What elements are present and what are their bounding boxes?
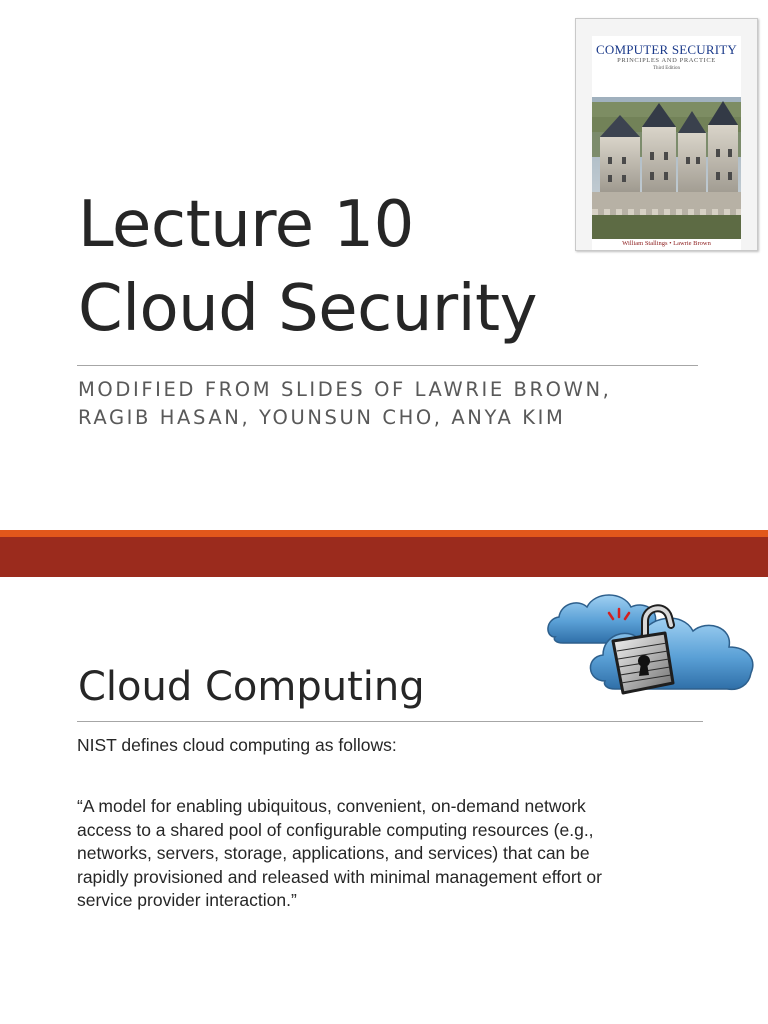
lecture-subtitle [78,376,611,432]
slide-separator-accent [0,530,768,537]
cloud-computing-slide [0,577,768,1024]
cloud-lock-icon [543,585,759,705]
title-divider [77,365,698,366]
quote-line: “A model for enabling ubiquitous, convenient, on-demand network [77,796,586,816]
slide-title: Cloud Computing [78,664,425,710]
slide-separator-band [0,537,768,577]
book-subtitle: PRINCIPLES AND PRACTICE [617,57,716,64]
castle-illustration [592,97,741,239]
book-authors: William Stallings • Lawrie Brown [622,240,711,247]
nist-definition-quote [77,795,602,913]
slide-title-divider [77,721,703,722]
quote-line: rapidly provisioned and released with minimal management effort or [77,866,602,887]
title-line-2: Cloud Security [78,272,537,346]
book-title: COMPUTER SECURITY [596,42,737,57]
lecture-title [78,183,537,351]
nist-intro-text: NIST defines cloud computing as follows: [77,735,397,755]
subtitle-line-2: RAGIB HASAN, YOUNSUN CHO, ANYA KIM [78,406,566,429]
quote-line: networks, servers, storage, applications, and services) that can be [77,843,590,863]
title-line-1: Lecture 10 [78,188,414,262]
book-cover-image [575,18,758,251]
book-edition: Third Edition [652,66,681,71]
quote-line: access to a shared pool of configurable computing resources (e.g., [77,819,594,840]
quote-line: service provider interaction.” [77,890,297,910]
subtitle-line-1: MODIFIED FROM SLIDES OF LAWRIE BROWN, [78,378,612,401]
padlock-body [613,633,673,693]
